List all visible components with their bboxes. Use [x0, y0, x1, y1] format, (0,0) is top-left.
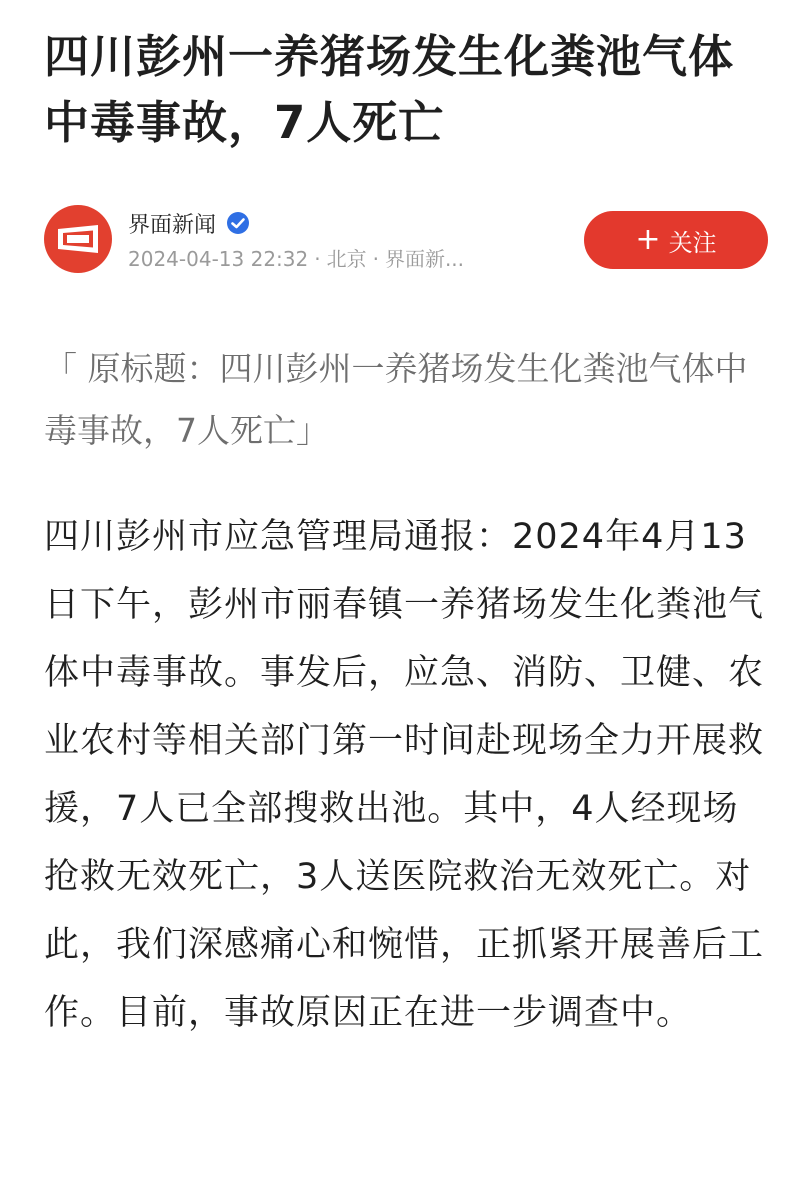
follow-button-label: 关注 — [668, 228, 717, 257]
meta-separator: · — [372, 247, 379, 271]
article-body: 四川彭州市应急管理局通报：2024年4月13日下午，彭州市丽春镇一养猪场发生化粪池气体中毒事故。事发后，应急、消防、卫健、农业农村等相关部门第一时间赴现场全力开展救援，7人已全部搜救出池。其中，4人经现场抢救无效死亡，3人送医院救治无效死亡。对此，我们深感痛心和惋惜，正抓紧开展善后工作。目前，事故原因正在进一步调查中。 — [44, 517, 765, 1033]
meta-separator: · — [314, 247, 321, 271]
jiemian-logo-icon[interactable] — [44, 205, 112, 273]
author-bar — [44, 205, 768, 281]
follow-button[interactable] — [584, 211, 768, 269]
original-title-quote: 「 原标题：四川彭州一养猪场发生化粪池气体中毒事故，7人死亡」 — [44, 349, 748, 450]
author-name[interactable]: 界面新闻 — [128, 212, 217, 238]
publish-location: 北京 — [326, 247, 367, 271]
article-title: 四川彭州一养猪场发生化粪池气体中毒事故，7人死亡 — [44, 30, 735, 149]
plus-icon: + — [635, 222, 661, 257]
publish-datetime: 2024-04-13 22:32 — [128, 247, 309, 271]
publish-source: 界面新... — [384, 247, 465, 271]
author-name-line — [128, 207, 250, 239]
verified-badge-icon — [226, 211, 250, 235]
publish-meta — [128, 245, 558, 273]
